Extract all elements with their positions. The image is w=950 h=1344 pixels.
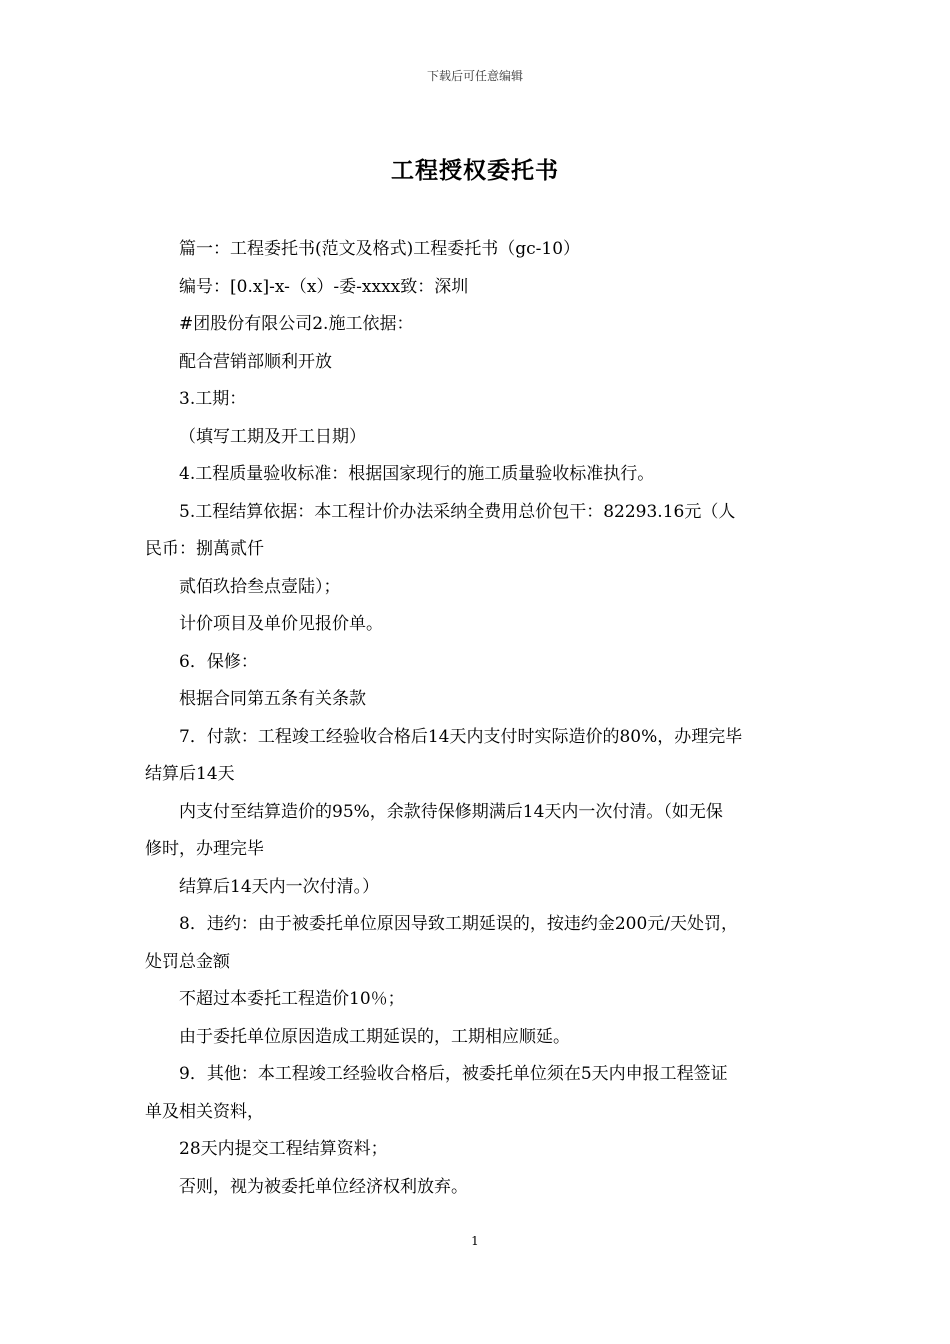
body-line: 由于委托单位原因造成工期延误的，工期相应顺延。 (179, 1026, 570, 1047)
body-line: 单及相关资料， (145, 1101, 264, 1122)
header-note: 下载后可任意编辑 (426, 69, 523, 83)
body-line: 28天内提交工程结算资料； (179, 1139, 388, 1159)
body-line: 6．保修： (179, 651, 258, 672)
body-line: 根据合同第五条有关条款 (179, 689, 366, 709)
document-body (145, 231, 815, 1206)
document-title: 工程授权委托书 (391, 157, 559, 184)
body-line: 内支付至结算造价的95%，余款待保修期满后14天内一次付清。（如无保 (179, 801, 723, 822)
body-line: 处罚总金额 (145, 951, 230, 972)
body-line: 结算后14天内一次付清。） (179, 876, 380, 897)
body-line: 计价项目及单价见报价单。 (179, 614, 383, 634)
body-line: 5.工程结算依据：本工程计价办法采纳全费用总价包干：82293.16元（人 (179, 501, 736, 522)
body-line: 修时，办理完毕 (145, 839, 264, 859)
body-line: #团股份有限公司2.施工依据： (179, 314, 414, 334)
body-line: 3.工期： (179, 389, 247, 409)
body-line: 编号：[0.x]-x-（x）-委-xxxx致：深圳 (179, 276, 469, 297)
body-line: 否则，视为被委托单位经济权利放弃。 (179, 1176, 468, 1197)
body-line: 配合营销部顺利开放 (179, 351, 332, 372)
body-line: 不超过本委托工程造价10％； (179, 989, 405, 1009)
body-line: 结算后14天 (145, 764, 235, 784)
body-line: 7．付款：工程竣工经验收合格后14天内支付时实际造价的80%，办理完毕 (179, 726, 743, 747)
body-line: （填写工期及开工日期） (179, 426, 366, 447)
body-line: 民币：捌萬贰仟 (145, 539, 264, 559)
page-number: 1 (471, 1234, 479, 1248)
body-line: 篇一：工程委托书(范文及格式)工程委托书（gc-10） (179, 239, 581, 259)
body-line: 4.工程质量验收标准：根据国家现行的施工质量验收标准执行。 (179, 464, 655, 484)
body-line: 贰佰玖拾叁点壹陆）； (179, 576, 341, 597)
body-line: 9．其他：本工程竣工经验收合格后，被委托单位须在5天内申报工程签证 (179, 1064, 728, 1084)
body-line: 8．违约：由于被委托单位原因导致工期延误的，按违约金200元/天处罚， (179, 914, 738, 934)
